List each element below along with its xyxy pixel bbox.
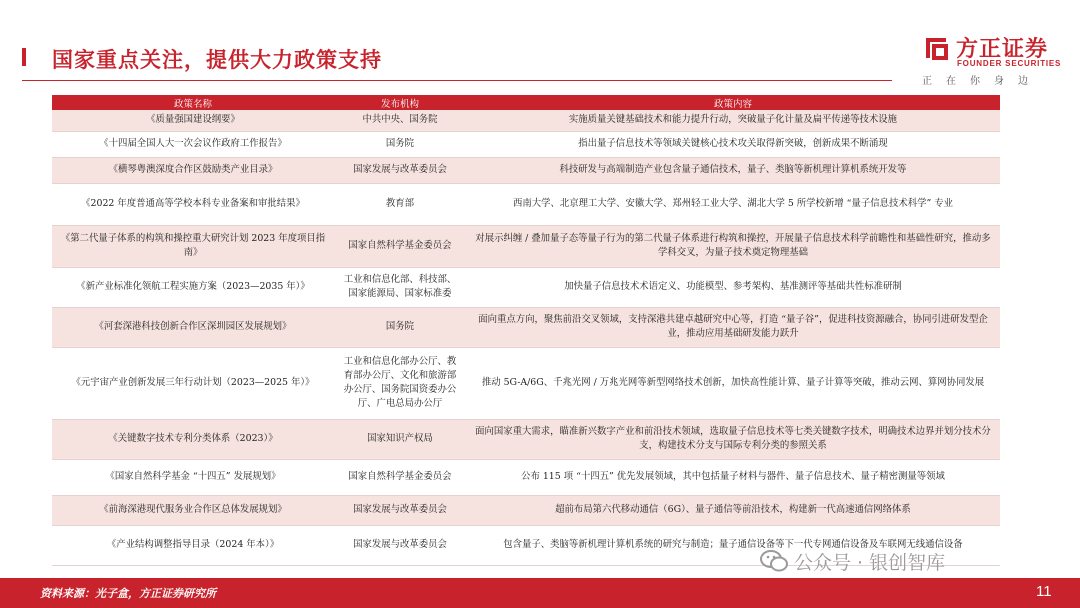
agency-cell: 国家发展与改革委员会 <box>334 525 466 565</box>
agency-cell: 中共中央、国务院 <box>334 110 466 131</box>
founder-logo <box>916 28 1066 86</box>
wechat-icon <box>760 550 788 572</box>
table-row <box>52 183 1000 225</box>
logo-name-en: FOUNDER SECURITIES <box>957 59 1062 68</box>
policy-name-cell: 《质量强国建设纲要》 <box>52 110 334 131</box>
policy-name-cell: 《国家自然科学基金 “十四五” 发展规划》 <box>52 459 334 495</box>
policy-name-cell: 《第二代量子体系的构筑和操控重大研究计划 2023 年度项目指南》 <box>52 225 334 267</box>
policy-name-cell: 《产业结构调整指导目录（2024 年本）》 <box>52 525 334 565</box>
table-row <box>52 419 1000 459</box>
policy-name-cell: 《2022 年度普通高等学校本科专业备案和审批结果》 <box>52 183 334 225</box>
table-row <box>52 157 1000 183</box>
title-accent-bar <box>22 48 26 66</box>
logo-name-cn: 方正证券 <box>956 37 1049 62</box>
agency-cell: 国家发展与改革委员会 <box>334 157 466 183</box>
policy-name-cell: 《元宇宙产业创新发展三年行动计划（2023—2025 年）》 <box>52 347 334 419</box>
content-cell: 实施质量关键基础技术和能力提升行动，突破量子化计量及扁平传递等技术设施 <box>466 110 1000 131</box>
content-cell: 推动 5G-A/6G、千兆光网 / 万兆光网等新型网络技术创新，加快高性能计算、量子计算等突破，推动云网、算网协同发展 <box>466 347 1000 419</box>
agency-cell: 工业和信息化部办公厅、教育部办公厅、文化和旅游部办公厅、国务院国资委办公厅、广电总局办公厅 <box>334 347 466 419</box>
content-cell: 包含量子、类脑等新机理计算机系统的研究与制造；量子通信设备等下一代专网通信设备及车联网无线通信设备 <box>466 525 1000 565</box>
founder-logo-icon <box>922 34 950 62</box>
column-header-content: 政策内容 <box>466 95 1000 110</box>
wechat-watermark <box>760 546 945 576</box>
content-cell: 超前布局第六代移动通信（6G）、量子通信等前沿技术，构建新一代高速通信网络体系 <box>466 495 1000 525</box>
table-row <box>52 267 1000 307</box>
content-cell: 公布 115 项 “十四五” 优先发展领域，其中包括量子材料与器件、量子信息技术、量子精密测量等领域 <box>466 459 1000 495</box>
policy-table <box>52 95 1000 566</box>
policy-name-cell: 《关键数字技术专利分类体系（2023）》 <box>52 419 334 459</box>
agency-cell: 国家发展与改革委员会 <box>334 495 466 525</box>
agency-cell: 国家知识产权局 <box>334 419 466 459</box>
agency-cell: 国务院 <box>334 131 466 157</box>
table-row <box>52 347 1000 419</box>
content-cell: 科技研发与高端制造产业包含量子通信技术，量子、类脑等新机理计算机系统开发等 <box>466 157 1000 183</box>
agency-cell: 工业和信息化部、科技部、国家能源局、国家标准委 <box>334 267 466 307</box>
content-cell: 对展示纠缠 / 叠加量子态等量子行为的第二代量子体系进行构筑和操控，开展量子信息技术科学前瞻性和基础性研究，推动多学科交叉，为量子技术奠定物理基础 <box>466 225 1000 267</box>
agency-cell: 国家自然科学基金委员会 <box>334 225 466 267</box>
table-row <box>52 110 1000 131</box>
table-header-row <box>52 95 1000 110</box>
content-cell: 面向国家重大需求，瞄准新兴数字产业和前沿技术领域，选取量子信息技术等七类关键数字技术，明确技术边界并划分技术分支，构建技术分支与国际专利分类的参照关系 <box>466 419 1000 459</box>
table-row <box>52 495 1000 525</box>
policy-name-cell: 《十四届全国人大一次会议作政府工作报告》 <box>52 131 334 157</box>
content-cell: 指出量子信息技术等领域关键核心技术攻关取得新突破，创新成果不断涌现 <box>466 131 1000 157</box>
logo-slogan: 正在你身边 <box>922 76 1042 87</box>
agency-cell: 国务院 <box>334 307 466 347</box>
content-cell: 面向重点方向，聚焦前沿交叉领域，支持深港共建卓越研究中心等，打造 “量子谷”，促进科技资源融合，协同引进研发型企业，推动应用基础研发能力跃升 <box>466 307 1000 347</box>
agency-cell: 教育部 <box>334 183 466 225</box>
policy-name-cell: 《横琴粤澳深度合作区鼓励类产业目录》 <box>52 157 334 183</box>
table-row <box>52 225 1000 267</box>
page-number: 11 <box>1036 583 1052 600</box>
table-row <box>52 459 1000 495</box>
policy-name-cell: 《河套深港科技创新合作区深圳园区发展规划》 <box>52 307 334 347</box>
source-note: 资料来源：光子盒，方正证券研究所 <box>40 587 216 600</box>
column-header-policy-name: 政策名称 <box>52 95 334 110</box>
table-row <box>52 131 1000 157</box>
title-divider <box>22 80 892 81</box>
watermark-text: 公众号 · 银创智库 <box>794 551 946 574</box>
table-row <box>52 307 1000 347</box>
agency-cell: 国家自然科学基金委员会 <box>334 459 466 495</box>
content-cell: 西南大学、北京理工大学、安徽大学、郑州轻工业大学、湖北大学 5 所学校新增 “量子信息技术科学” 专业 <box>466 183 1000 225</box>
content-cell: 加快量子信息技术术语定义、功能模型、参考架构、基准测评等基础共性标准研制 <box>466 267 1000 307</box>
policy-name-cell: 《前海深港现代服务业合作区总体发展规划》 <box>52 495 334 525</box>
column-header-agency: 发布机构 <box>334 95 466 110</box>
page-title: 国家重点关注，提供大力政策支持 <box>52 47 382 72</box>
policy-name-cell: 《新产业标准化领航工程实施方案（2023—2035 年）》 <box>52 267 334 307</box>
